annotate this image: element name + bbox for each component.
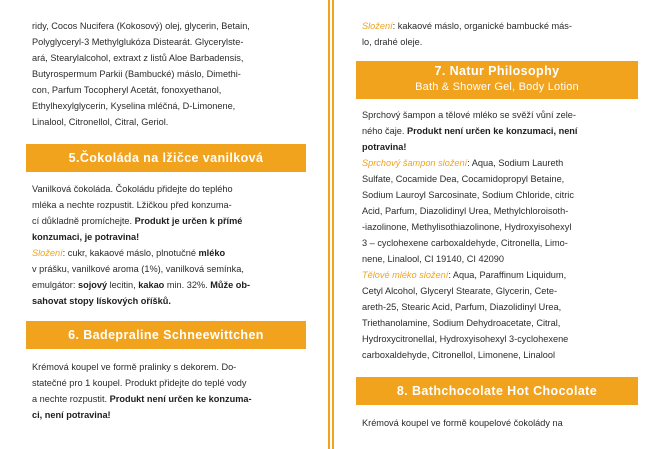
section-6-ingredients: Složení: kakaové máslo, organické bambucké más- lo, drahé oleje. xyxy=(362,21,572,47)
intro-ingredients xyxy=(32,18,296,130)
section-5-ingredients: Složení: cukr, kakaové máslo, plnotučné mléko v prášku, vanilkové aroma (1%), vanilková semínka, emulgátor: sojový lecitin, kakao min. 32%. Může ob- sahovat stopy lískových oříšků. xyxy=(32,248,251,306)
text-line: Polyglyceryl-3 Methylglukóza Distearát. Glycerylste- xyxy=(32,37,244,47)
section-8-heading: 8. Bathchocolate Hot Chocolate xyxy=(356,377,638,405)
section-7-title: 7. Natur Philosophy xyxy=(434,64,560,78)
section-7-lotion-ingredients: Tělové mléko složení: Aqua, Paraffinum Liquidum, Cetyl Alcohol, Glyceryl Stearate, Glycerin, Cete- areth-25, Stearic Acid, Parfum, Diazolidinyl Urea, Triethanolamine, Sodium Dehydroacetate, Citral, Hydroxycitronellal, Hydroxyisohexyl 3-cyclohexene carboxaldehyde, Citronellol, Limonene, Linalool xyxy=(362,270,569,360)
section-5-description: Vanilková čokoláda. Čokoládu přidejte do teplého mléka a nechte rozpustit. Lžičkou před konzuma- cí důkladně promíchejte. Produkt je určen k přímé konzumaci, je potravina! xyxy=(32,184,243,242)
text-line: ará, Stearylalcohol, extraxt z listů Aloe Barbadensis, xyxy=(32,53,244,63)
text-line: Butyrospermum Parkii (Bambucké) máslo, Dimethi- xyxy=(32,69,241,79)
section-7-gel-ingredients: Sprchový šampon složení: Aqua, Sodium Laureth Sulfate, Cocamide Dea, Cocamidopropyl Betaine, Sodium Lauroyl Sarcosinate, Sodium Chloride, citric Acid, Parfum, Diazolidinyl Urea, Methylchloroisoth- -iazolinone, Methylisothiazolinone, Hydroxyisohexyl 3 – cyclohexene carboxaldehyde, Citronella, Limo- nene, Linalool, CI 19140, CI 42090 xyxy=(362,158,574,264)
section-5-heading: 5.Čokoláda na lžičce vanilková xyxy=(26,144,306,172)
section-8-description: Krémová koupel ve formě koupelové čokolády na xyxy=(362,418,563,428)
text-line: Linalool, Citronellol, Citral, Geriol. xyxy=(32,117,169,127)
section-7-heading xyxy=(356,61,638,99)
section-7-description: Sprchový šampon a tělové mléko se svěží vůní zele- ného čaje. Produkt není určen ke konzumaci, není potravina! xyxy=(362,110,578,152)
text-line: Ethylhexylglycerin, Kyselina mléčná, D-Limonene, xyxy=(32,101,236,111)
section-7-subtitle: Bath & Shower Gel, Body Lotion xyxy=(415,81,579,93)
right-column xyxy=(332,0,660,449)
text-line: con, Parfum Tocopheryl Acetát, fonoxyethanol, xyxy=(32,85,222,95)
section-6-heading: 6. Badepraline Schneewittchen xyxy=(26,321,306,349)
section-6-description: Krémová koupel ve formě pralinky s dekorem. Do- statečné pro 1 koupel. Produkt přidejte do teplé vody a nechte rozpustit. Produkt není určen ke konzuma- ci, není potravina! xyxy=(32,362,252,420)
text-line: ridy, Cocos Nucifera (Kokosový) olej, glycerin, Betain, xyxy=(32,21,250,31)
